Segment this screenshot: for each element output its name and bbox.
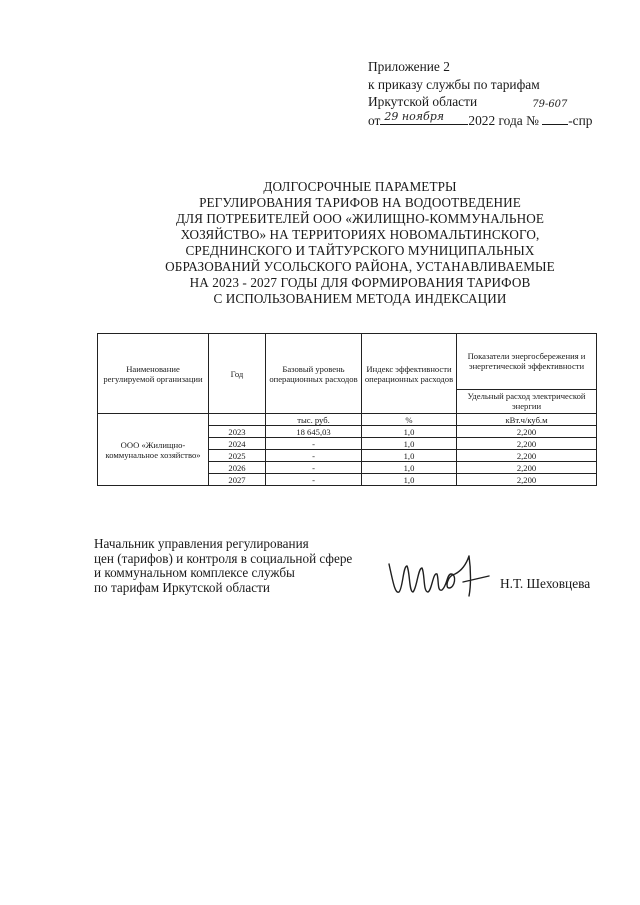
cell-energy: 2,200 [457,462,597,474]
title-line: РЕГУЛИРОВАНИЯ ТАРИФОВ НА ВОДООТВЕДЕНИЕ [199,195,521,210]
header-energy-group: Показатели энергосбережения и энергетической эффективности [457,334,597,390]
org-name-cell: ООО «Жилищно-коммунальное хозяйство» [98,414,209,486]
cell-energy: 2,200 [457,450,597,462]
cell-base: 18 645,03 [266,426,362,438]
cell-year: 2026 [209,462,266,474]
cell-year: 2027 [209,474,266,486]
date-blank [380,111,468,125]
table-header-row [98,334,597,390]
title-line: ОБРАЗОВАНИЙ УСОЛЬСКОГО РАЙОНА, УСТАНАВЛИВАЕМЫЕ [165,259,555,274]
cell-base: - [266,462,362,474]
signatory-title-line: Начальник управления регулирования [94,536,309,551]
date-suffix: 2022 года № [468,112,539,128]
appendix-order-ref: к приказу службы по тарифам [368,76,540,92]
document-title [80,179,640,307]
handwritten-date: 29 ноября [384,109,445,123]
cell-energy: 2,200 [457,426,597,438]
signatory-title-line: и коммунальном комплексе службы [94,565,295,580]
handwritten-signature [385,552,495,600]
cell-index: 1,0 [362,438,457,450]
title-line: ДОЛГОСРОЧНЫЕ ПАРАМЕТРЫ [263,179,457,194]
number-blank [532,98,568,125]
cell-base: - [266,474,362,486]
cell-index: 1,0 [362,450,457,462]
handwritten-number: 79-607 [532,98,568,110]
signatory-name: Н.Т. Шеховцева [500,576,591,591]
title-line: НА 2023 - 2027 ГОДЫ ДЛЯ ФОРМИРОВАНИЯ ТАРИФОВ [189,275,531,290]
header-energy-sub: Удельный расход электрической энергии [457,389,597,413]
title-line: С ИСПОЛЬЗОВАНИЕМ МЕТОДА ИНДЕКСАЦИИ [213,291,507,306]
header-year: Год [209,334,266,414]
header-base-level: Базовый уровень операционных расходов [266,334,362,414]
header-org: Наименование регулируемой организации [98,334,209,414]
signatory-title-line: цен (тарифов) и контроля в социальной сфере [94,550,353,566]
appendix-header [368,58,628,129]
signatory-title-line: по тарифам Иркутской области [94,579,270,595]
table-units-row [98,414,597,426]
cell-energy: 2,200 [457,438,597,450]
title-line: ДЛЯ ПОТРЕБИТЕЛЕЙ ООО «ЖИЛИЩНО-КОММУНАЛЬНОЕ [175,211,545,226]
cell-index: 1,0 [362,474,457,486]
cell-index: 1,0 [362,462,457,474]
parameters-table [97,333,597,486]
cell-base: - [266,438,362,450]
cell-year: 2023 [209,426,266,438]
signature-block [94,537,414,595]
cell-index: 1,0 [362,426,457,438]
title-line: ХОЗЯЙСТВО» НА ТЕРРИТОРИЯХ НОВОМАЛЬТИНСКОГО, [180,227,540,242]
units-energy: кВт.ч/куб.м [457,414,597,426]
date-prefix: от [368,112,381,128]
units-base: тыс. руб. [266,414,362,426]
cell-energy: 2,200 [457,474,597,486]
title-line: СРЕДНИНСКОГО И ТАЙТУРСКОГО МУНИЦИПАЛЬНЫХ [185,243,535,258]
cell-base: - [266,450,362,462]
units-year [209,414,266,426]
cell-year: 2025 [209,450,266,462]
appendix-number: Приложение 2 [368,59,450,74]
header-efficiency-index: Индекс эффективности операционных расходов [362,334,457,414]
cell-year: 2024 [209,438,266,450]
number-suffix: -спр [568,112,593,128]
units-index: % [362,414,457,426]
appendix-region: Иркутской области [368,94,478,109]
